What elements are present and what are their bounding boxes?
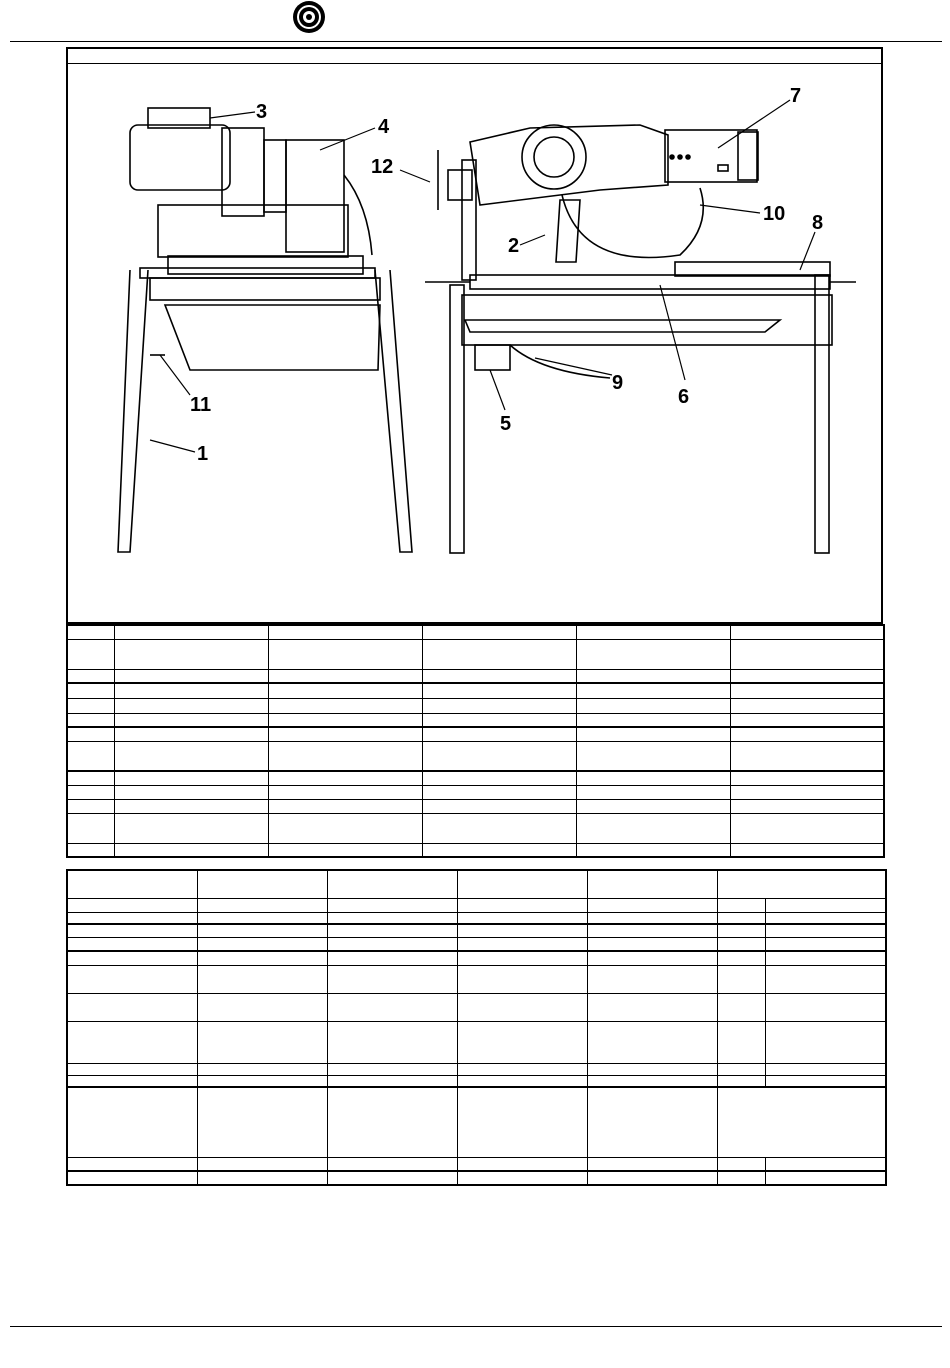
table-row [67,727,884,741]
table-row [67,1021,886,1063]
table-row [67,898,886,912]
callout-6: 6 [678,386,690,408]
side-view-saw [425,125,856,553]
callout-1: 1 [197,443,209,465]
table-row [67,1157,886,1171]
header-rule [10,41,942,42]
table-row [67,625,884,639]
callout-5: 5 [500,413,512,435]
footer-rule [10,1326,942,1327]
circular-brand-logo-icon [290,0,328,36]
table-row [67,639,884,669]
table-row [67,799,884,813]
table-row [67,698,884,713]
callout-11: 11 [190,394,212,416]
table-row [67,785,884,799]
table-row [67,669,884,683]
table-row [67,1063,886,1075]
callout-4: 4 [378,116,390,138]
table-row [67,1075,886,1087]
table-row [67,741,884,771]
table-row [67,713,884,727]
table-row [67,1171,886,1185]
table-row [67,683,884,698]
table-row [67,771,884,785]
callout-7: 7 [790,85,802,107]
front-view-saw [118,108,412,552]
table-row [67,993,886,1021]
table-row [67,924,886,937]
callout-10: 10 [763,203,786,225]
callout-9: 9 [612,372,624,394]
table-row [67,813,884,843]
bottom-spec-table [66,869,887,1186]
table-row [67,951,886,965]
callout-2: 2 [508,235,520,257]
table-row [67,870,886,898]
callout-12: 12 [371,156,394,178]
table-row [67,912,886,924]
callout-3: 3 [256,101,268,123]
header [0,0,950,44]
table-row [67,937,886,951]
table-row [67,1087,886,1157]
callout-8: 8 [812,212,824,234]
top-spec-table [66,624,885,858]
table-row [67,843,884,857]
table-row [67,965,886,993]
tile-saw-drawing [68,62,881,622]
